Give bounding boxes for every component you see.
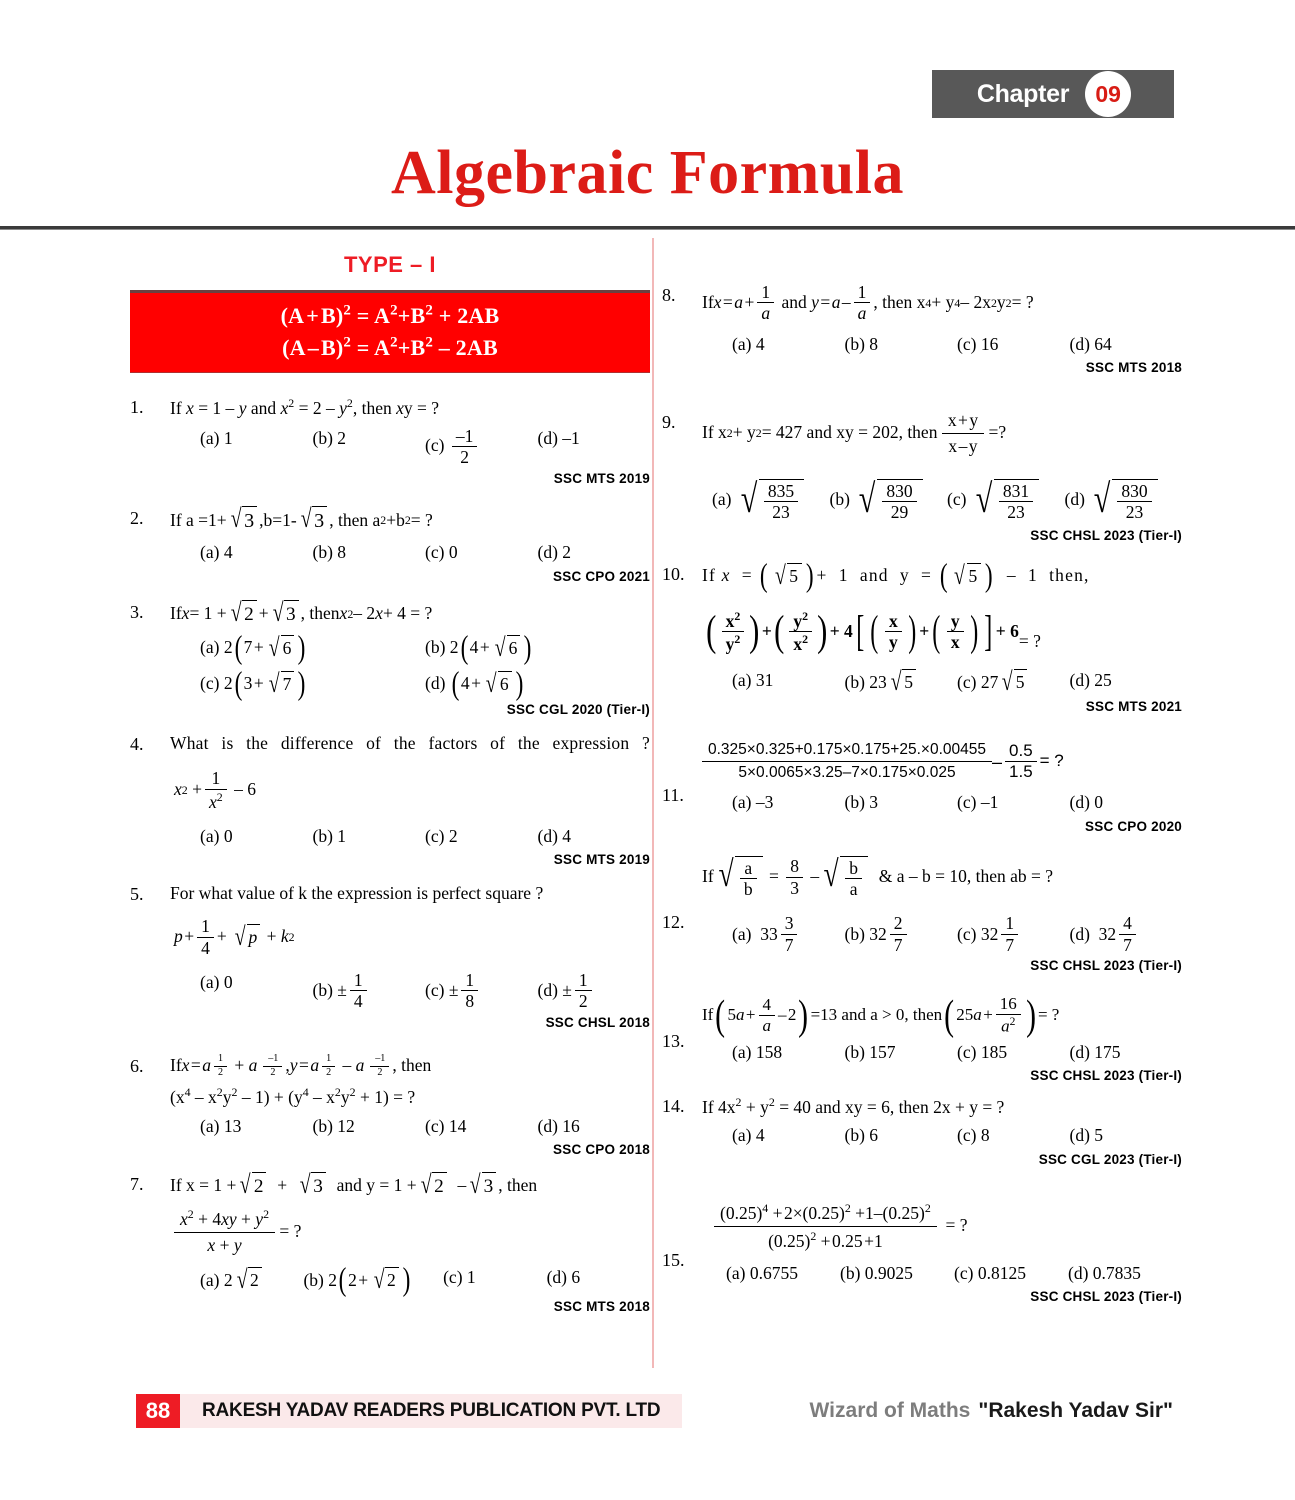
question-text: If x = a $\frac{1}{2}$ + a $\frac{-1}{2}$ , y = a $\frac{1}{2}$ – a $\frac{-1}{2}$ , then xyxy=(170,1052,432,1078)
question-source: SSC MTS 2018 xyxy=(1085,360,1182,376)
fraction-denominator: $(0.25)^2$ + 0.25 +1 xyxy=(768,1228,883,1251)
option-c[interactable]: (c) 14 xyxy=(425,1115,467,1136)
chapter-badge xyxy=(932,70,1174,118)
option-d[interactable]: (d) 16 xyxy=(537,1115,580,1136)
option-b[interactable]: (b) 157 xyxy=(844,1041,896,1062)
question-number: 10. xyxy=(662,563,685,584)
question-expression: $\frac{0.325\times 0.325+0.175\times 0.175+25.\times 0.00455}{5\times 0.0065\times 3.25-7\times 0.175\times 0.025}$ – $\frac{0.5}{1.5}$ = ? xyxy=(702,741,1182,783)
tagline-wizard: Wizard of Maths xyxy=(809,1399,971,1422)
question-source: SSC CPO 2018 xyxy=(553,1142,650,1158)
question-4 xyxy=(130,732,650,876)
formula-line-2: $(A-B)^2 = A^2+B^2 - 2AB$ xyxy=(282,334,498,360)
page-number-badge: 88 xyxy=(136,1394,180,1428)
question-text: If x = a + $\frac{1}{a}$ and y = a – $\frac{1}{a}$ , then x 4 + y 4 – 2x 2 y 2 = ? xyxy=(702,282,1034,324)
question-10 xyxy=(662,556,1182,735)
option-c[interactable]: (c) 2 ( 3 + √ 7 ) xyxy=(200,665,306,703)
question-number: 9. xyxy=(662,411,676,432)
question-number: 13. xyxy=(662,1031,685,1052)
options-row xyxy=(702,1041,1182,1065)
option-c[interactable]: (c) ± $\frac{1}{8}$ xyxy=(425,971,538,1011)
publisher-name: RAKESH YADAV READERS PUBLICATION PVT. LTD xyxy=(180,1394,682,1428)
option-a[interactable]: (a) 0.6755 xyxy=(726,1262,798,1283)
option-c[interactable]: (c) 8 xyxy=(957,1125,990,1146)
question-13 xyxy=(662,991,1182,1087)
question-expression: p + $\frac{1}{4}$ + √ p + k 2 xyxy=(174,916,295,958)
option-b[interactable]: (b) 23 √ 5 xyxy=(845,669,958,695)
question-source: SSC CPO 2021 xyxy=(553,568,650,584)
question-number: 14. xyxy=(662,1095,685,1116)
options-row xyxy=(702,475,1182,522)
option-d[interactable]: (d) 64 xyxy=(1069,333,1112,354)
option-b[interactable]: (b) √ $\frac{830}{29}$ xyxy=(830,479,948,522)
option-d[interactable]: (d) √ $\frac{830}{23}$ xyxy=(1065,479,1183,522)
footer-tagline xyxy=(810,1394,1173,1428)
question-text: If x = 1 + √ 2 + √ 3 and y = 1 + √ 2 – √ 3 , then xyxy=(170,1169,538,1199)
chapter-number: 09 xyxy=(1095,80,1121,107)
question-source: SSC MTS 2021 xyxy=(1085,699,1182,715)
question-number: 8. xyxy=(662,285,676,305)
question-2 xyxy=(130,503,650,594)
question-text: If x = 1 + √ 2 + √ 3 , then x 2 – 2 x + 4 = ? xyxy=(170,597,433,627)
option-c[interactable]: (c) –1 xyxy=(957,791,999,812)
option-d[interactable]: (d) 175 xyxy=(1069,1041,1121,1062)
option-d[interactable]: (d) 32 $\frac{4}{7}$ xyxy=(1070,914,1183,954)
fraction-numerator: $(0.25)^4$ + $2\times(0.25)^2 +1-(0.25)^2$ xyxy=(714,1201,937,1227)
page-footer xyxy=(0,1392,1295,1436)
question-11 xyxy=(662,741,1182,850)
options-row xyxy=(170,971,650,1011)
question-source: SSC CPO 2020 xyxy=(1085,818,1182,834)
question-text: If ( 5 a + $\frac{4}{a}$ – 2 ) =13 and a > 0, then ( 25 a + $\frac{16}{a^2}$ ) = ? xyxy=(702,991,1060,1039)
type-heading: TYPE – I xyxy=(343,252,437,277)
option-d[interactable]: (d) 0.7835 xyxy=(1068,1262,1141,1283)
question-source: SSC CHSL 2018 xyxy=(545,1014,650,1030)
question-text: For what value of k the expression is perfect square ? xyxy=(170,882,544,903)
question-number: 12. xyxy=(662,912,685,933)
options-row xyxy=(702,669,1182,695)
option-c[interactable]: (c) 185 xyxy=(957,1041,1008,1062)
question-text: What is the difference of the factors of the expression ? xyxy=(170,732,650,753)
options-row-2 xyxy=(170,665,650,703)
question-expression: $\frac{(0.25)^4 + 2\times(0.25)^2 +1-(0.25)^2}{(0.25)^2 + 0.25 +1}$ = ? xyxy=(714,1201,1182,1252)
question-source: SSC CHSL 2023 (Tier-I) xyxy=(1030,1068,1182,1084)
option-d[interactable]: (d) –1 xyxy=(537,427,580,448)
question-number: 1. xyxy=(130,397,144,418)
option-d[interactable]: (d) ( 4 + √ 6 ) xyxy=(425,665,523,703)
left-column xyxy=(130,238,650,1334)
question-3 xyxy=(130,597,650,726)
question-number: 5. xyxy=(130,883,144,904)
option-c[interactable]: (c) 1 xyxy=(443,1267,476,1288)
option-b[interactable]: (b) 2 ( 2 + √ 2 ) xyxy=(303,1261,411,1299)
tagline-author: "Rakesh Yadav Sir" xyxy=(978,1399,1173,1422)
options-row-1 xyxy=(170,628,650,666)
option-a[interactable]: (a) 13 xyxy=(200,1115,242,1136)
question-source: SSC MTS 2019 xyxy=(553,852,650,868)
option-b[interactable]: (b) 32 $\frac{2}{7}$ xyxy=(845,914,958,954)
question-number: 3. xyxy=(130,601,144,622)
option-a[interactable]: (a) 33 $\frac{3}{7}$ xyxy=(732,914,845,954)
fraction-numerator: 0.325×0.325+0.175×0.175+25.×0.00455 xyxy=(702,741,992,763)
question-number: 6. xyxy=(130,1055,144,1076)
option-b[interactable]: (b) 12 xyxy=(312,1115,355,1136)
option-a[interactable]: (a) 158 xyxy=(732,1041,783,1062)
question-12 xyxy=(662,852,1182,990)
option-b[interactable]: (b) 8 xyxy=(312,542,347,563)
option-c[interactable]: (c) 0.8125 xyxy=(954,1262,1026,1283)
question-text-2: $(x^4 - x^2y^2 - 1) + (y^4 - x^2y^2 + 1)$ = ? xyxy=(170,1085,416,1108)
fraction-denominator: 5×0.0065×3.25–7×0.175×0.025 xyxy=(738,764,956,782)
question-14 xyxy=(662,1094,1182,1195)
options-row xyxy=(702,914,1182,954)
option-a[interactable]: (a) 4 xyxy=(200,542,233,563)
option-a[interactable]: (a) 4 xyxy=(732,1125,765,1146)
question-source: SSC CGL 2020 (Tier-I) xyxy=(506,702,650,718)
option-a[interactable]: (a) 2 ( 7 + √ 6 ) xyxy=(200,628,306,666)
option-d[interactable]: (d) ± $\frac{1}{2}$ xyxy=(538,971,651,1011)
option-b[interactable]: (b) 3 xyxy=(844,791,879,812)
options-row xyxy=(702,333,1182,357)
option-b[interactable]: (b) 2 ( 4 + √ 6 ) xyxy=(425,628,532,666)
question-expression: ( $\frac{x^2}{y^2}$ ) + ( $\frac{y^2}{x^2}$ ) + 4 [ ( $\frac{x}{y}$ ) + ( $\frac{y}{x}$ ) ] + 6 = ? xyxy=(706,606,1041,655)
option-c[interactable]: (c) 16 xyxy=(957,333,999,354)
chapter-label: Chapter xyxy=(976,79,1070,108)
option-a[interactable]: (a) 4 xyxy=(732,333,765,354)
option-a[interactable]: (a) 1 xyxy=(200,427,233,448)
question-15 xyxy=(662,1201,1182,1319)
question-text: If a =1+ √ 3 ,b=1- √ 3 , then a 2 +b 2 = ? xyxy=(170,506,650,535)
chapter-number-circle xyxy=(1085,71,1131,117)
question-source: SSC CHSL 2023 (Tier-I) xyxy=(1030,528,1182,544)
question-source: SSC MTS 2019 xyxy=(553,470,650,486)
question-source: SSC CHSL 2023 (Tier-I) xyxy=(1030,958,1182,974)
question-expression: x 2 + $\frac{1}{x^2}$ – 6 xyxy=(174,768,256,812)
options-row xyxy=(170,541,650,565)
question-expression: $\frac{x^2 + 4xy + y^2}{x + y}$ = ? xyxy=(174,1207,650,1256)
title-divider-rule xyxy=(0,226,1295,230)
option-b[interactable]: (b) ± $\frac{1}{4}$ xyxy=(313,971,426,1011)
question-8 xyxy=(662,283,1182,404)
option-a[interactable]: (a) √ $\frac{835}{23}$ xyxy=(712,479,830,522)
question-source: SSC CHSL 2023 (Tier-I) xyxy=(1030,1289,1182,1305)
option-b[interactable]: (b) 6 xyxy=(844,1125,879,1146)
question-source: SSC MTS 2018 xyxy=(553,1298,650,1314)
options-row xyxy=(170,825,650,849)
option-d[interactable]: (d) 6 xyxy=(546,1267,581,1288)
question-text: If $4x^2 + y^2 = 40$ and xy = 6, then 2x + y = ? xyxy=(702,1094,1005,1117)
question-number: 7. xyxy=(130,1173,144,1194)
option-c[interactable]: (c) 32 $\frac{1}{7}$ xyxy=(957,914,1070,954)
options-row xyxy=(170,427,650,467)
option-c[interactable]: (c) √ $\frac{831}{23}$ xyxy=(947,479,1065,522)
question-number: 4. xyxy=(130,733,144,754)
question-text: If √ $\frac{a}{b}$ = $\frac{8}{3}$ – √ $\frac{b}{a}$ & a – b = 10, then ab = ? xyxy=(702,852,1054,900)
options-row xyxy=(702,791,1182,815)
option-a[interactable]: (a) 0 xyxy=(200,825,233,846)
question-9 xyxy=(662,410,1182,556)
question-source: SSC CGL 2023 (Tier-I) xyxy=(1038,1151,1182,1167)
option-b[interactable]: (b) 1 xyxy=(312,825,347,846)
question-5 xyxy=(130,882,650,1048)
question-1 xyxy=(130,395,650,499)
option-b[interactable]: (b) 0.9025 xyxy=(840,1262,913,1283)
page-title: Algebraic Formula xyxy=(390,139,904,207)
option-d[interactable]: (d) 5 xyxy=(1069,1125,1104,1146)
option-a[interactable]: (a) 0 xyxy=(200,972,233,993)
question-number: 2. xyxy=(130,507,144,528)
options-row xyxy=(702,1124,1182,1148)
option-d[interactable]: (d) 4 xyxy=(537,825,572,846)
question-text: If x 2 + y 2 = 427 and xy = 202, then $\frac{x + y}{x - y}$ =? xyxy=(702,409,1007,456)
question-7 xyxy=(130,1169,650,1328)
question-number: 15. xyxy=(662,1249,685,1270)
option-c[interactable]: (c) 0 xyxy=(425,542,458,563)
options-row xyxy=(170,1261,650,1299)
question-text: If x = 1 – y and $x^2 = 2 - y^2$, then xy = ? xyxy=(170,396,440,419)
option-d[interactable]: (d) 25 xyxy=(1069,670,1112,691)
option-a[interactable]: (a) –3 xyxy=(732,791,774,812)
options-row xyxy=(702,1262,1182,1286)
option-d[interactable]: (d) 0 xyxy=(1069,791,1104,812)
option-a[interactable]: (a) 2 √ 2 xyxy=(200,1266,303,1294)
question-6 xyxy=(130,1054,650,1166)
option-b[interactable]: (b) 2 xyxy=(312,427,347,448)
option-c[interactable]: (c) $\frac{-1}{2}$ xyxy=(425,427,538,467)
option-d[interactable]: (d) 2 xyxy=(537,542,572,563)
question-number: 11. xyxy=(662,785,684,806)
options-row xyxy=(170,1115,650,1139)
formula-box xyxy=(130,290,650,374)
option-c[interactable]: (c) 27 √ 5 xyxy=(957,669,1070,695)
right-column xyxy=(662,238,1182,1324)
question-text: If x = ( √ 5 ) + 1 and y = ( √ 5 ) – 1 then, xyxy=(702,556,1090,594)
option-a[interactable]: (a) 31 xyxy=(732,670,774,691)
option-c[interactable]: (c) 2 xyxy=(425,825,458,846)
formula-line-1: $(A+B)^2 = A^2+B^2 + 2AB$ xyxy=(280,302,500,328)
column-divider xyxy=(652,238,654,1368)
option-b[interactable]: (b) 8 xyxy=(844,333,879,354)
